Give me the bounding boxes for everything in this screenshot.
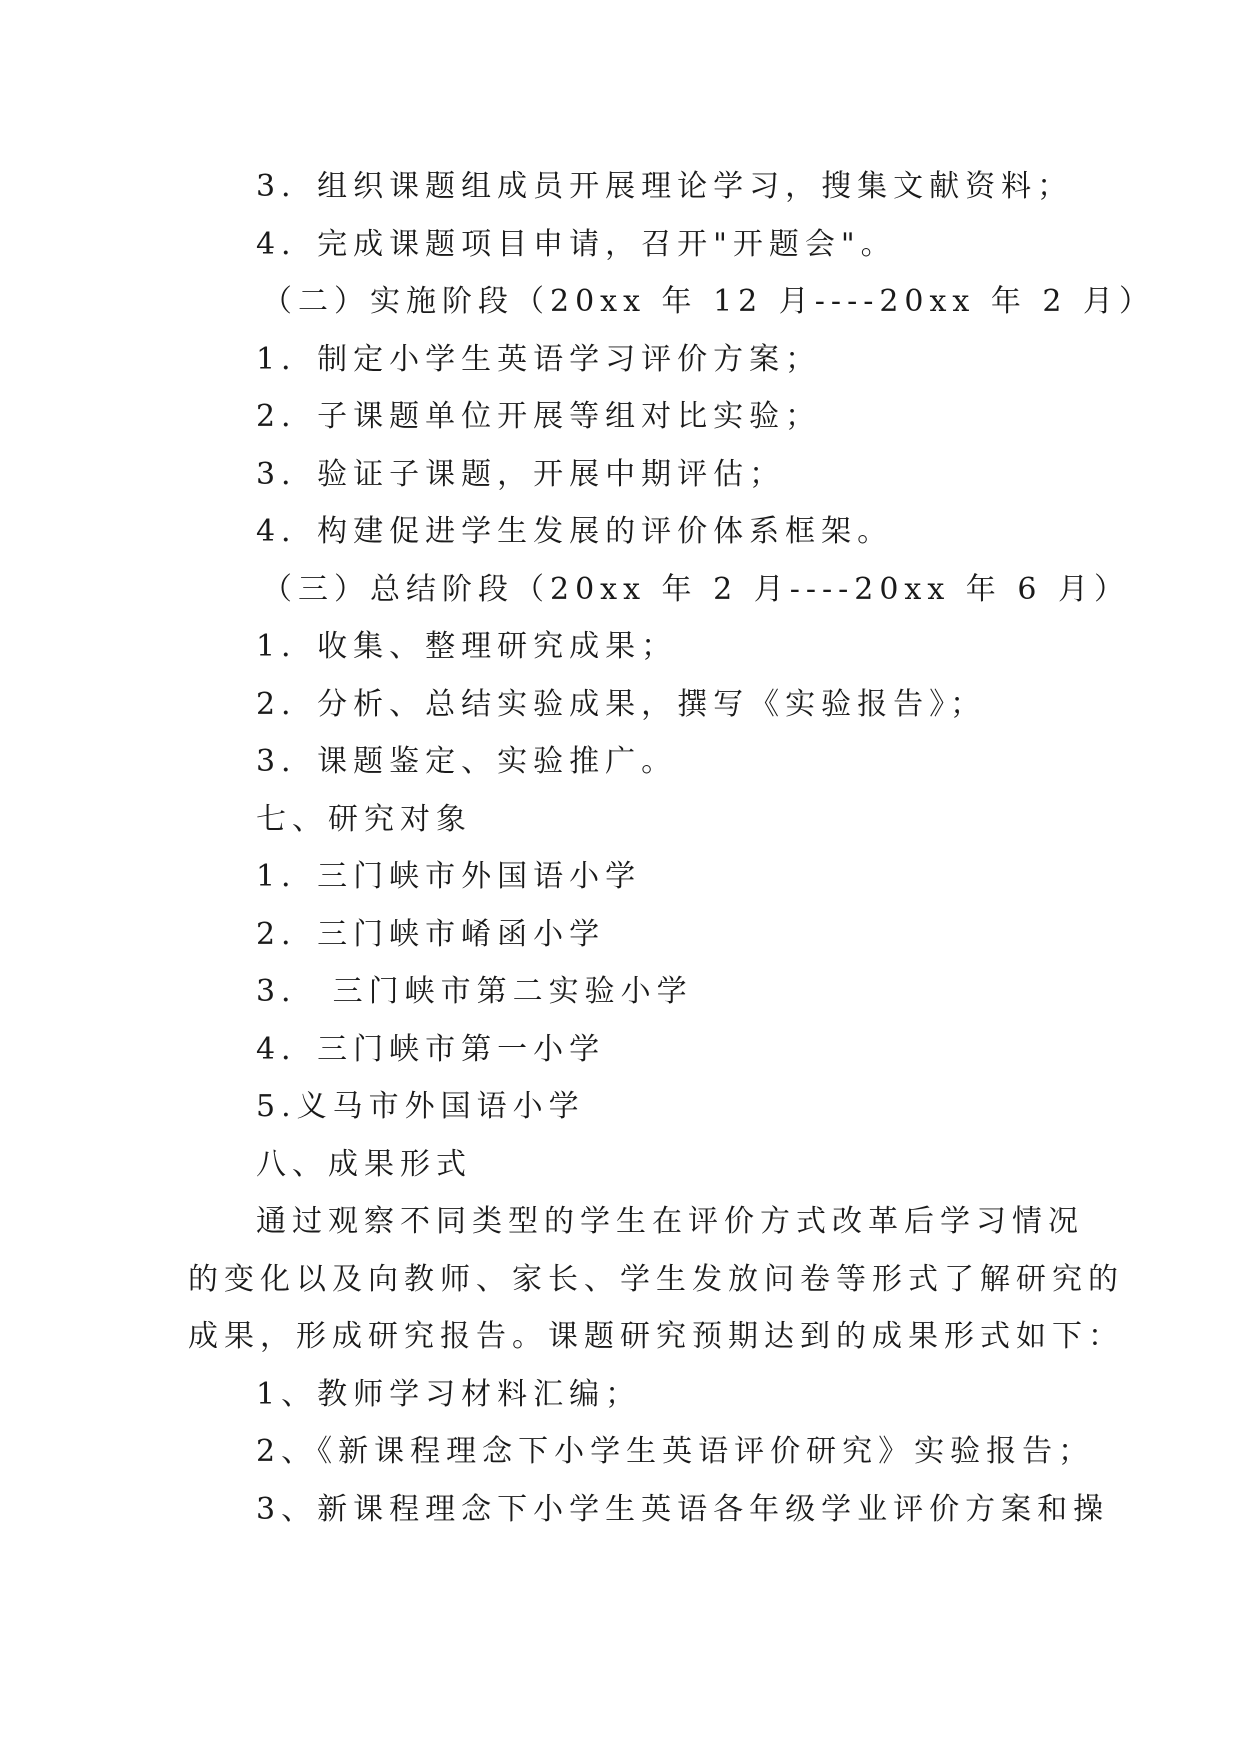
paragraph-line: 通过观察不同类型的学生在评价方式改革后学习情况 [256,1204,1084,1239]
text-line: 1．制定小学生英语学习评价方案； [256,342,822,377]
text-line: 3．验证子课题，开展中期评估； [256,457,786,492]
section-heading: （三）总结阶段（20xx 年 2 月----20xx 年 6 月） [262,572,1130,607]
list-item: 1、教师学习材料汇编； [256,1377,642,1412]
text-line: 4．构建促进学生发展的评价体系框架。 [256,514,894,549]
section-heading: 七、研究对象 [256,802,472,837]
text-line: 3．课题鉴定、实验推广。 [256,744,678,779]
list-item: 3． 三门峡市第二实验小学 [256,974,693,1009]
list-item: 5.义马市外国语小学 [256,1089,585,1124]
text-line: 2．子课题单位开展等组对比实验； [256,399,822,434]
list-item: 2、《新课程理念下小学生英语评价研究》实验报告； [256,1434,1095,1469]
list-item: 1．三门峡市外国语小学 [256,859,642,894]
section-heading: 八、成果形式 [256,1147,472,1182]
paragraph-line: 的变化以及向教师、家长、学生发放问卷等形式了解研究的 [188,1262,1124,1297]
list-item: 3、新课程理念下小学生英语各年级学业评价方案和操 [256,1492,1110,1527]
text-line: 4．完成课题项目申请，召开"开题会"。 [256,227,897,262]
section-heading: （二）实施阶段（20xx 年 12 月----20xx 年 2 月） [262,284,1156,319]
list-item: 4．三门峡市第一小学 [256,1032,606,1067]
text-line: 1．收集、整理研究成果； [256,629,678,664]
text-line: 2．分析、总结实验成果，撰写《实验报告》； [256,687,987,722]
list-item: 2．三门峡市崤函小学 [256,917,606,952]
text-line: 3．组织课题组成员开展理论学习，搜集文献资料； [256,169,1074,204]
paragraph-line: 成果，形成研究报告。课题研究预期达到的成果形式如下： [188,1319,1124,1354]
